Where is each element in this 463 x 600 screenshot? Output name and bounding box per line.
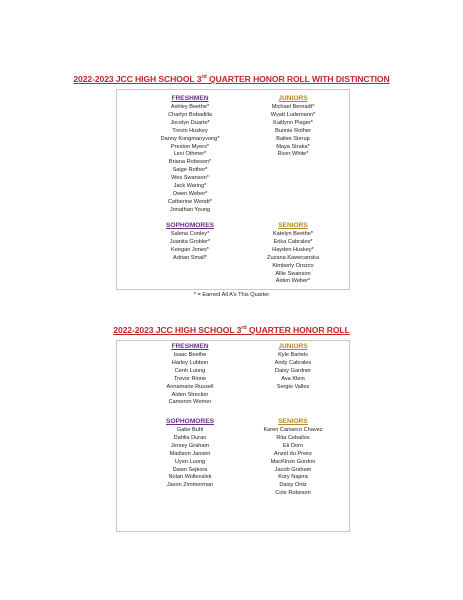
student-name: Juanita Grobler* xyxy=(169,238,211,245)
student-name: Hayden Huskey* xyxy=(272,246,314,253)
honor-freshmen-heading: FRESHMEN xyxy=(171,343,209,350)
distinction-juniors-column xyxy=(243,94,343,159)
honor-seniors-heading: SENIORS xyxy=(278,418,308,425)
distinction-title-rest: QUARTER HONOR ROLL WITH DISTINCTION xyxy=(206,74,390,84)
distinction-sophomores-column xyxy=(140,221,240,263)
student-name: Daisy Gardner xyxy=(274,367,312,374)
student-name: Adrian Small* xyxy=(173,254,207,261)
honor-freshmen-list xyxy=(140,352,240,407)
distinction-juniors-list xyxy=(243,104,343,159)
student-name: Trevor Rinne xyxy=(173,375,207,382)
student-name: Preston Myers* xyxy=(170,143,210,150)
student-name: Wes Swanson* xyxy=(171,175,209,182)
student-name: Rita Ceballos xyxy=(276,434,310,441)
student-name: Kory Najera xyxy=(278,474,308,481)
honor-seniors-list xyxy=(243,427,343,498)
honor-sophomores-column xyxy=(140,417,240,490)
student-name: Jonathan Young xyxy=(169,206,211,213)
distinction-seniors-heading: SENIORS xyxy=(278,222,308,229)
student-name: Ava Klein xyxy=(281,375,305,382)
student-name: Trevin Huskey xyxy=(172,127,208,134)
distinction-freshmen-column xyxy=(140,94,240,215)
student-name: Jocelyn Duarte* xyxy=(170,119,210,126)
student-name: Nolan Wollenslek xyxy=(168,474,212,481)
distinction-seniors-list xyxy=(243,231,343,286)
student-name: Maya Straka* xyxy=(276,143,310,150)
student-name: Catherine Wendt* xyxy=(167,198,213,205)
honor-juniors-heading: JUNIORS xyxy=(278,343,308,350)
distinction-sophomores-list xyxy=(140,231,240,263)
student-name: Jaxon Zimmerman xyxy=(166,482,214,489)
honor-box xyxy=(116,340,350,532)
honor-freshmen-column xyxy=(140,342,240,407)
distinction-title-ordinal: rd xyxy=(201,74,207,81)
student-name: Anzel du Preez xyxy=(274,450,312,457)
student-name: Isaac Beethe xyxy=(173,352,207,358)
student-name: Kyle Bartels xyxy=(278,352,308,358)
student-name: Dawn Sejkora xyxy=(172,466,208,473)
student-name: Jack Waring* xyxy=(173,183,207,190)
student-name: Kimberly Orozco xyxy=(272,262,314,269)
student-name: Cole Robeson xyxy=(275,490,311,497)
distinction-sophomores-heading: SOPHOMORES xyxy=(166,222,214,229)
distinction-title-main: 2022-2023 JCC HIGH SCHOOL 3 xyxy=(73,74,202,84)
honor-sophomores-list xyxy=(140,427,240,490)
student-name: Cameron Werner xyxy=(168,399,212,406)
student-name: Briana Robeson* xyxy=(168,159,212,166)
student-name: Erika Cabrales* xyxy=(273,238,313,245)
student-name: Allie Swanson xyxy=(275,270,311,277)
student-name: Uyen Luong xyxy=(174,458,206,465)
student-name: Sergio Valles xyxy=(276,383,310,390)
student-name: Bailee Sterup xyxy=(276,135,310,142)
student-name: Bunnie Rother xyxy=(275,127,311,134)
student-name: Kaitlynn Plager* xyxy=(273,119,313,126)
distinction-box xyxy=(116,89,350,290)
distinction-juniors-heading: JUNIORS xyxy=(278,95,308,102)
honor-title-ordinal: rd xyxy=(241,325,247,332)
student-name: Charlyn Bobadilla xyxy=(168,111,212,118)
student-name: Daisy Ortiz xyxy=(279,482,307,489)
student-name: Michael Bernadt* xyxy=(271,104,315,110)
student-name: Jersey Graham xyxy=(170,442,210,449)
student-name: Lexi Othmer* xyxy=(173,151,207,158)
student-name: Zuzana Kawecanska xyxy=(267,254,319,261)
honor-juniors-list xyxy=(243,352,343,392)
student-name: River White* xyxy=(277,151,309,158)
distinction-seniors-column xyxy=(243,221,343,286)
honor-sophomores-heading: SOPHOMORES xyxy=(166,418,214,425)
honor-seniors-column xyxy=(243,417,343,498)
student-name: Ashley Beethe* xyxy=(170,104,210,110)
honor-title-main: 2022-2023 JCC HIGH SCHOOL 3 xyxy=(113,325,242,335)
student-name: Aiden Weber* xyxy=(275,278,311,285)
honor-title xyxy=(0,325,463,335)
honor-juniors-column xyxy=(243,342,343,392)
student-name: Karen Canseco Chavez xyxy=(263,427,323,433)
student-name: MacKinze Gordon xyxy=(270,458,316,465)
student-name: Cenh Luong xyxy=(174,367,206,374)
student-name: Danny Kongmanyvong* xyxy=(160,135,220,142)
student-name: Annamarie Russell xyxy=(166,383,214,390)
student-name: Eli Dorn xyxy=(283,442,303,449)
student-name: Salena Conley* xyxy=(170,231,210,237)
student-name: Andy Cabrales xyxy=(274,359,312,366)
student-name: Madison Jansen xyxy=(169,450,211,457)
student-name: Saige Rother* xyxy=(172,167,208,174)
student-name: Jacob Graham xyxy=(274,466,312,473)
student-name: Harley Lubbon xyxy=(171,359,209,366)
student-name: Keegan Jones* xyxy=(171,246,209,253)
all-as-footnote: * = Earned All A's This Quarter xyxy=(193,292,270,298)
student-name: Katelyn Beethe* xyxy=(272,231,314,237)
student-name: Dahlia Duran xyxy=(173,434,207,441)
student-name: Wyatt Ludemann* xyxy=(270,111,316,118)
student-name: Gabe Buhl xyxy=(176,427,204,433)
honor-title-rest: QUARTER HONOR ROLL xyxy=(246,325,350,335)
distinction-freshmen-heading: FRESHMEN xyxy=(171,95,209,102)
distinction-title xyxy=(0,74,463,84)
student-name: Owen Weber* xyxy=(172,190,208,197)
student-name: Aiden Strecker xyxy=(171,391,209,398)
distinction-freshmen-list xyxy=(140,104,240,215)
